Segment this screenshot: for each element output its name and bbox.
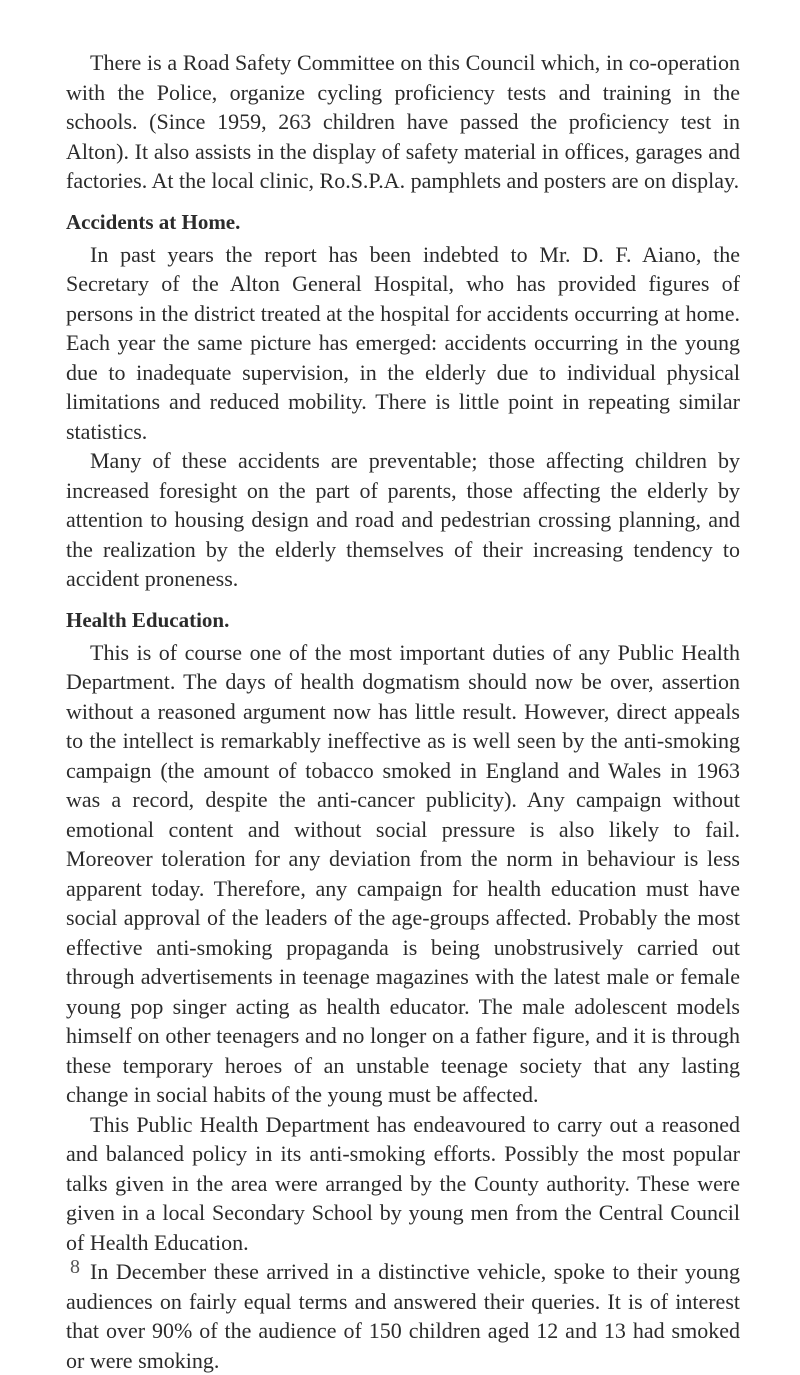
health-education-paragraph-1: This is of course one of the most important duties of any Public Health Department. The days of health dogmatism should now be over, assertion without a reasoned argument now has little result. However, direct appeals to the intellect is remarkably ineffective as is well seen by the anti-smoking campaign (the amount of tobacco smoked in England and Wales in 1963 was a record, despite the anti-cancer publicity). Any campaign without emotional content and without social pressure is also likely to fail. Moreover toleration for any deviation from the norm in behaviour is less apparent today. Therefore, any campaign for health education must have social approval of the leaders of the age-groups affected. Probably the most effective anti-smoking propaganda is being unobstrusively carried out through advertisements in teenage magazines with the latest male or female young pop singer acting as health educator. The male adolescent models himself on other teenagers and no longer on a father figure, and it is through these temporary heroes of an unstable teenage society that any lasting change in social habits of the young must be affected. [66,639,740,1107]
accidents-paragraph-1: In past years the report has been indebted to Mr. D. F. Aiano, the Secretary of the Alton General Hospital, who has provided figures of persons in the district treated at the hospital for accidents occurring at home. Each year the same picture has emerged: accidents occurring in the young due to inadequate supervision, in the elderly due to individual physical limitations and reduced mobility. There is little point in repeating similar statistics. [66,241,740,444]
intro-paragraph: There is a Road Safety Committee on this Council which, in co-operation with the Police, organize cycling proficiency tests and training in the schools. (Since 1959, 263 children have passed the proficiency test in Alton). It also assists in the display of safety material in offices, garages and factories. At the local clinic, Ro.S.P.A. pamphlets and posters are on display. [66,50,740,193]
health-education-paragraph-3: In December these arrived in a distinctive vehicle, spoke to their young audiences on fairly equal terms and answered their queries. It is of interest that over 90% of the audience of 150 children aged 12 and 13 had smoked or were smoking. [66,1259,740,1373]
health-education-paragraph-2: This Public Health Department has endeavoured to carry out a reasoned and balanced policy in its anti-smoking efforts. Possibly the most popular talks given in the area were arranged by the County authority. These were given in a local Secondary School by young men from the Central Council of Health Education. [66,1111,740,1255]
accidents-paragraph-2: Many of these accidents are preventable; those affecting children by increased foresight on the part of parents, those affecting the elderly by attention to housing design and road and pedestrian crossing planning, and the realization by the elderly themselves of their increasing tendency to accident proneness. [66,448,740,591]
page-number: 8 [70,1256,80,1278]
health-education-heading: Health Education. [66,607,230,632]
accidents-heading: Accidents at Home. [66,209,241,234]
